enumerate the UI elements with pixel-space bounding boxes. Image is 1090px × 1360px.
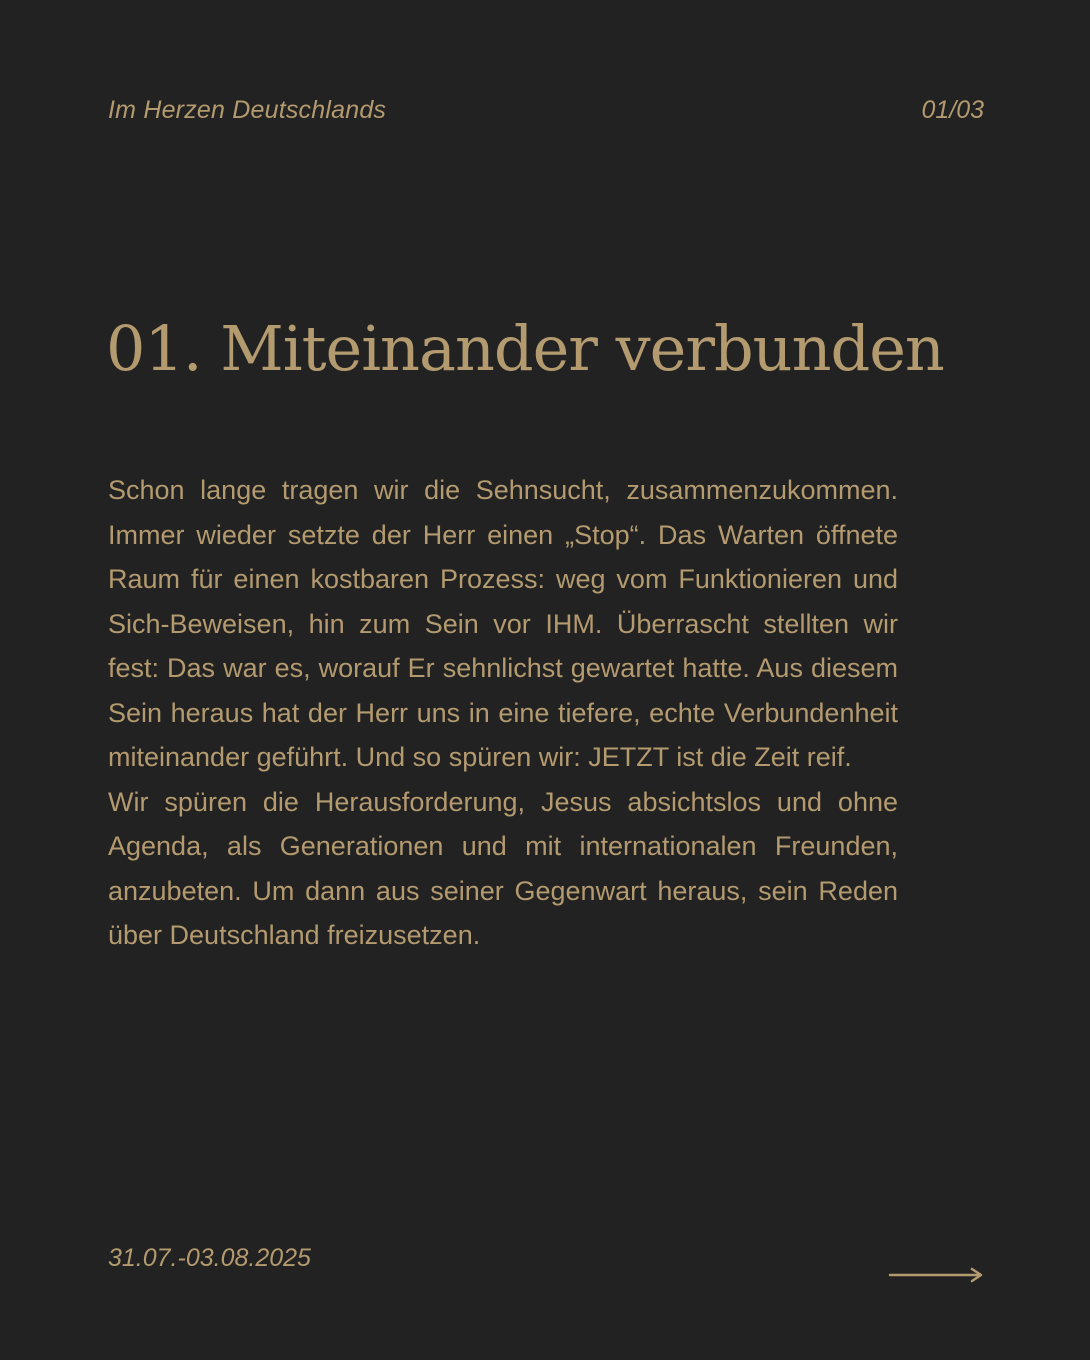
arrow-right-icon: [888, 1266, 984, 1284]
event-date: 31.07.-03.08.2025: [108, 1244, 311, 1272]
page-indicator: 01/03: [921, 96, 984, 124]
page-title: 01. Miteinander verbunden: [106, 312, 944, 385]
body-text: [108, 468, 898, 958]
paragraph: Wir spüren die Herausforderung, Jesus absichtslos und ohne Agenda, als Generationen und mit internationalen Freunden, anzubeten. Um dann aus seiner Gegenwart heraus, sein Reden über Deutschland freizusetzen.: [108, 786, 898, 950]
paragraph: Schon lange tragen wir die Sehnsucht, zusammenzukommen. Immer wieder setzte der Herr einen „Stop“. Das Warten öffnete Raum für einen kostbaren Prozess: weg vom Funktionieren und Sich-Beweisen, hin zum Sein vor IHM. Überrascht stellten wir fest: Das war es, worauf Er sehnlichst gewartet hatte. Aus diesem Sein heraus hat der Herr uns in eine tiefere, echte Verbundenheit miteinander geführt. Und so spüren wir: JETZT ist die Zeit reif.: [108, 475, 898, 772]
header-subtitle: Im Herzen Deutschlands: [108, 96, 387, 124]
next-button[interactable]: [888, 1266, 984, 1284]
